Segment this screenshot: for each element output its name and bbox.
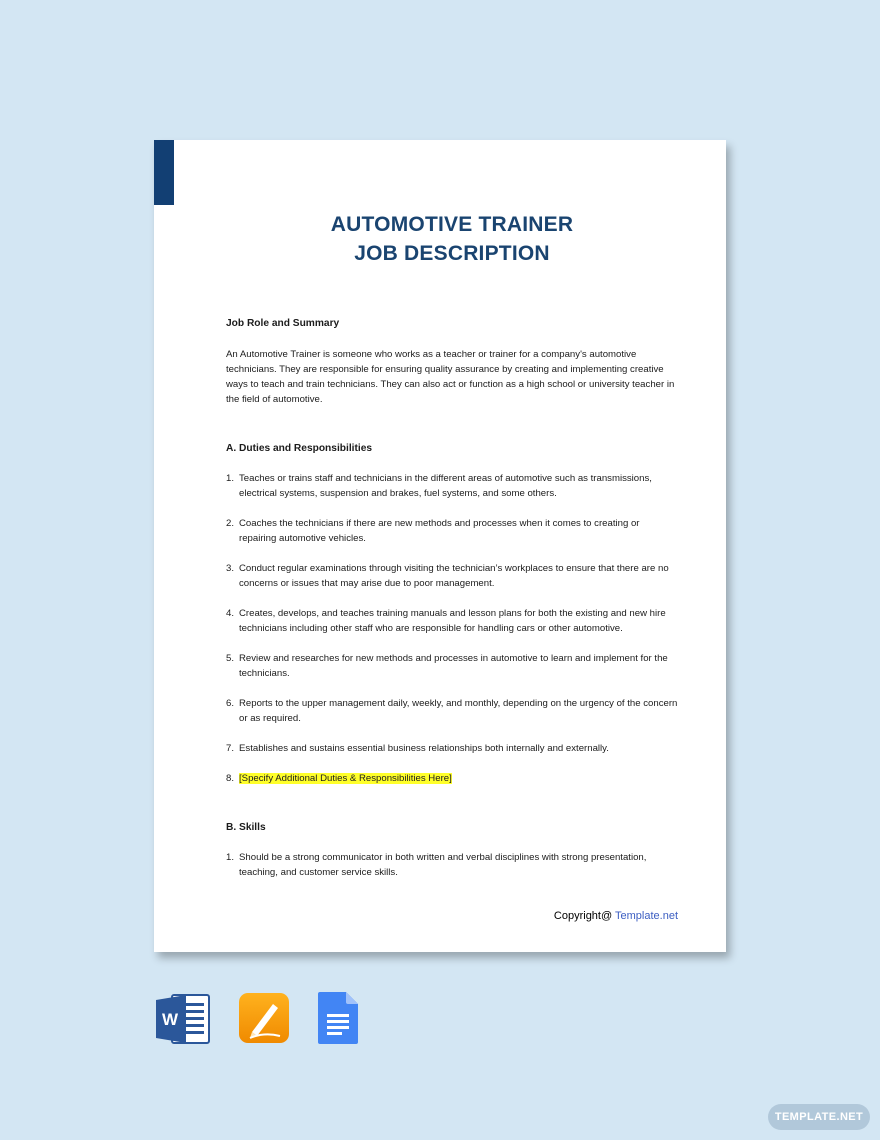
document-title xyxy=(154,210,750,268)
document-page xyxy=(154,140,726,952)
highlighted-placeholder-text: [Specify Additional Duties & Responsibilities Here] xyxy=(239,773,452,784)
pages-icon[interactable] xyxy=(238,992,290,1044)
list-item: 6. Reports to the upper management daily, weekly, and monthly, depending on the urgency of the concern or as required. xyxy=(226,698,678,724)
template-net-link[interactable]: Template.net xyxy=(615,910,678,922)
svg-text:W: W xyxy=(161,1010,179,1029)
word-icon[interactable] xyxy=(156,994,210,1044)
title-line-1: AUTOMOTIVE TRAINER xyxy=(330,213,574,236)
list-item: 1. Teaches or trains staff and technicians in the different areas of automotive such as transmissions, electrical systems, suspension and brakes, fuel systems, and some others. xyxy=(226,473,652,499)
list-item: 2. Coaches the technicians if there are new methods and processes when it comes to creating or repairing automotive vehicles. xyxy=(226,518,640,544)
list-item: 4. Creates, develops, and teaches training manuals and lesson plans for both the existing and new hire technicians including other staff who are responsible for handling cars or other automotive. xyxy=(226,608,666,634)
section-heading-skills: B. Skills xyxy=(226,822,266,833)
section-heading-job-role: Job Role and Summary xyxy=(226,318,340,329)
document-content xyxy=(226,316,678,895)
duties-list xyxy=(226,471,678,786)
google-docs-icon[interactable] xyxy=(318,992,358,1044)
summary-paragraph: An Automotive Trainer is someone who works as a teacher or trainer for a company's automotive technicians. They are responsible for ensuring quality assurance by creating and implementing creative ways to teach and train technicians. They can also act or function as a high school or university teacher in the field of automotive. xyxy=(226,349,675,405)
copyright-notice: Copyright@ Template.net xyxy=(553,910,678,922)
list-item: 7. Establishes and sustains essential business relationships both internally and externally. xyxy=(226,743,609,754)
title-line-2: JOB DESCRIPTION xyxy=(354,242,550,265)
list-item: 1. Should be a strong communicator in both written and verbal disciplines with strong presentation, teaching, and customer service skills. xyxy=(226,852,647,878)
accent-bar xyxy=(154,140,174,205)
template-net-badge[interactable]: TEMPLATE.NET xyxy=(768,1104,870,1130)
list-item: 3. Conduct regular examinations through visiting the technician’s workplaces to ensure that there are no concerns or issues that may arise due to poor management. xyxy=(226,563,669,589)
section-heading-duties: A. Duties and Responsibilities xyxy=(226,443,373,454)
list-item-placeholder: 8. [Specify Additional Duties & Responsibilities Here] xyxy=(226,773,452,784)
skills-list xyxy=(226,850,678,880)
list-item: 5. Review and researches for new methods and processes in automotive to learn and implement for the technicians. xyxy=(226,653,668,679)
